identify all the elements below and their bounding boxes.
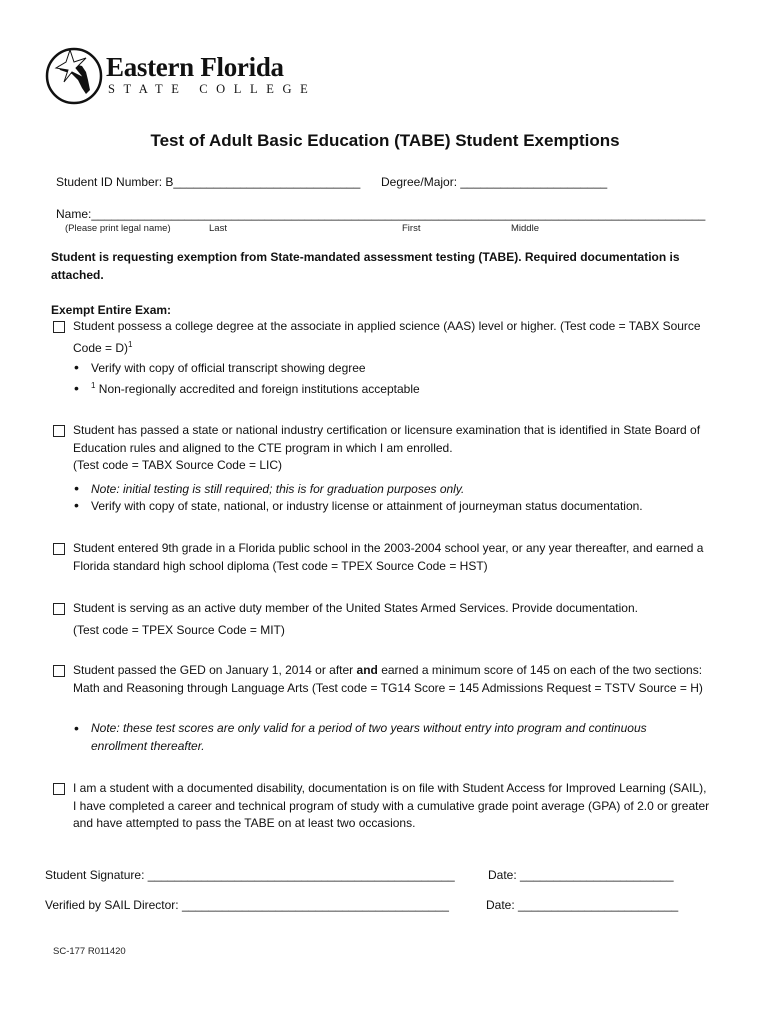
- name-first-label: First: [402, 223, 421, 234]
- item-disability-text: I am a student with a documented disability, documentation is on file with Student Access for Improved Learning (SAIL), I have completed a career and technical program of study with a cumulative grade point average (GPA) of 2.0 or greater and have attempted to pass the TABE on at least two occasions.: [73, 781, 710, 830]
- item-certification-text: Student has passed a state or national industry certification or licensure examination that is identified in State Board of Education rules and aligned to the CTE program in which I am enrolled. (Test code = TABX Source Code = LIC): [73, 423, 701, 472]
- item-aas-bullet-accredited: • $^1$ Non-regionally accredited and foreign institutions acceptable: [74, 380, 420, 396]
- exempt-military-checkbox[interactable]: [53, 603, 65, 615]
- exempt-certification-checkbox[interactable]: [53, 425, 65, 437]
- exempt-aas-degree-checkbox[interactable]: [53, 321, 65, 333]
- name-last-label: Last: [209, 223, 227, 234]
- item-aas-degree-text: Student possess a college degree at the associate in applied science (AAS) level or higher. (Test code = TABX Source Code = D)$^1$: [73, 319, 701, 355]
- student-date-field[interactable]: Date: _______________________: [488, 868, 674, 882]
- florida-seal-icon: [44, 46, 104, 106]
- item-florida-diploma-text: Student entered 9th grade in a Florida public school in the 2003-2004 school year, or any year thereafter, and earned a Florida standard high school diploma (Test code = TPEX Source Code = HST): [73, 541, 704, 573]
- name-middle-label: Middle: [511, 223, 539, 234]
- form-code: SC-177 R011420: [53, 946, 126, 957]
- page-title: Test of Adult Basic Education (TABE) Student Exemptions: [150, 131, 620, 150]
- logo-subtitle: STATE COLLEGE: [108, 82, 317, 96]
- section-heading: Exempt Entire Exam:: [51, 303, 172, 317]
- student-signature-field[interactable]: Student Signature: ______________________________________________: [45, 868, 455, 882]
- degree-major-field[interactable]: Degree/Major: ______________________: [381, 175, 608, 189]
- logo-name: Eastern Florida: [106, 52, 284, 82]
- item-military-text: Student is serving as an active duty member of the United States Armed Services. Provide documentation.: [73, 601, 638, 615]
- director-signature-field[interactable]: Verified by SAIL Director: ________________________________________: [45, 898, 449, 912]
- exempt-disability-checkbox[interactable]: [53, 783, 65, 795]
- exempt-ged-checkbox[interactable]: [53, 665, 65, 677]
- director-date-field[interactable]: Date: ________________________: [486, 898, 679, 912]
- name-hint: (Please print legal name): [65, 223, 171, 234]
- item-certification-bullet-verify: • Verify with copy of state, national, or industry license or attainment of journeyman status documentation.: [74, 497, 643, 513]
- bullet-dot-icon: •: [74, 720, 79, 736]
- exemption-intro: Student is requesting exemption from State-mandated assessment testing (TABE). Required documentation is attached.: [51, 250, 680, 282]
- college-logo: [44, 46, 317, 106]
- item-ged-text: Student passed the GED on January 1, 2014 or after and earned a minimum score of 145 on each of the two sections: Math and Reasoning through Language Arts (Test code = TG14 Score = 145 Admissions Request = TSTV Source = H): [73, 663, 703, 695]
- item-military-codes: (Test code = TPEX Source Code = MIT): [73, 623, 285, 637]
- item-certification-bullet-note: • Note: initial testing is still required; this is for graduation purposes only.: [74, 480, 464, 496]
- item-aas-bullet-transcript: • Verify with copy of official transcript showing degree: [74, 359, 366, 375]
- name-field[interactable]: Name:____________________________________________________________________________________________: [56, 207, 706, 221]
- item-ged-bullet-note: • Note: these test scores are only valid for a period of two years without entry into program and continuous enrollment thereafter.: [74, 720, 647, 753]
- student-id-field[interactable]: Student ID Number: B____________________________: [56, 175, 361, 189]
- exempt-florida-diploma-checkbox[interactable]: [53, 543, 65, 555]
